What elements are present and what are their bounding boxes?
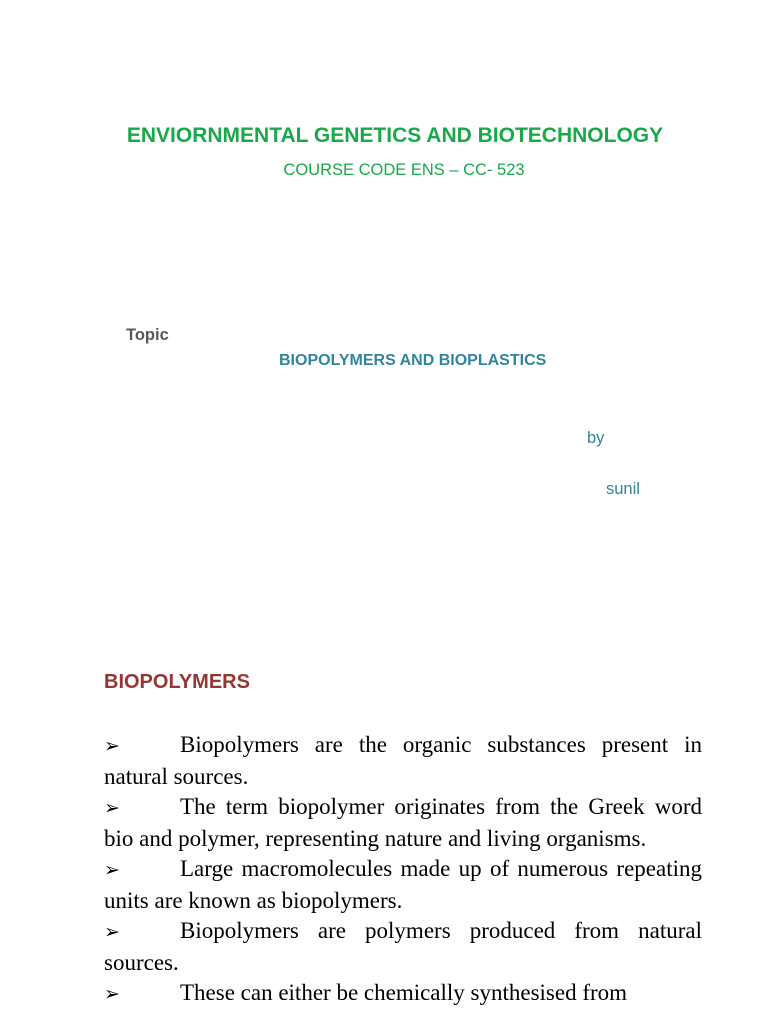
bullet-text: Biopolymers are the organic substances present in natural sources. [104,732,702,789]
arrow-bullet-icon: ➢ [104,921,120,943]
bullet-text: The term biopolymer originates from the Greek word bio and polymer, representing nature and living organisms. [104,794,702,851]
arrow-bullet-icon: ➢ [104,859,120,881]
bullet-text: These can either be chemically synthesised from [180,980,628,1005]
topic-title: BIOPOLYMERS AND BIOPLASTICS [279,352,547,369]
course-code: COURSE CODE ENS – CC- 523 [283,161,525,179]
arrow-bullet-icon: ➢ [104,797,120,819]
bullet-item [104,978,702,1010]
course-title: ENVIORNMENTAL GENETICS AND BIOTECHNOLOGY [126,124,664,147]
by-label: by [587,429,605,447]
bullet-item [104,730,702,792]
bullet-text: Large macromolecules made up of numerous repeating units are known as biopolymers. [104,856,702,913]
topic-label: Topic [126,326,169,344]
section-heading: BIOPOLYMERS [104,671,250,693]
bullet-item [104,916,702,978]
bullet-list [104,730,702,1010]
bullet-item [104,854,702,916]
arrow-bullet-icon: ➢ [104,983,120,1005]
author-name: sunil [606,480,640,498]
arrow-bullet-icon: ➢ [104,735,120,757]
bullet-item [104,792,702,854]
bullet-text: Biopolymers are polymers produced from natural sources. [104,918,702,975]
